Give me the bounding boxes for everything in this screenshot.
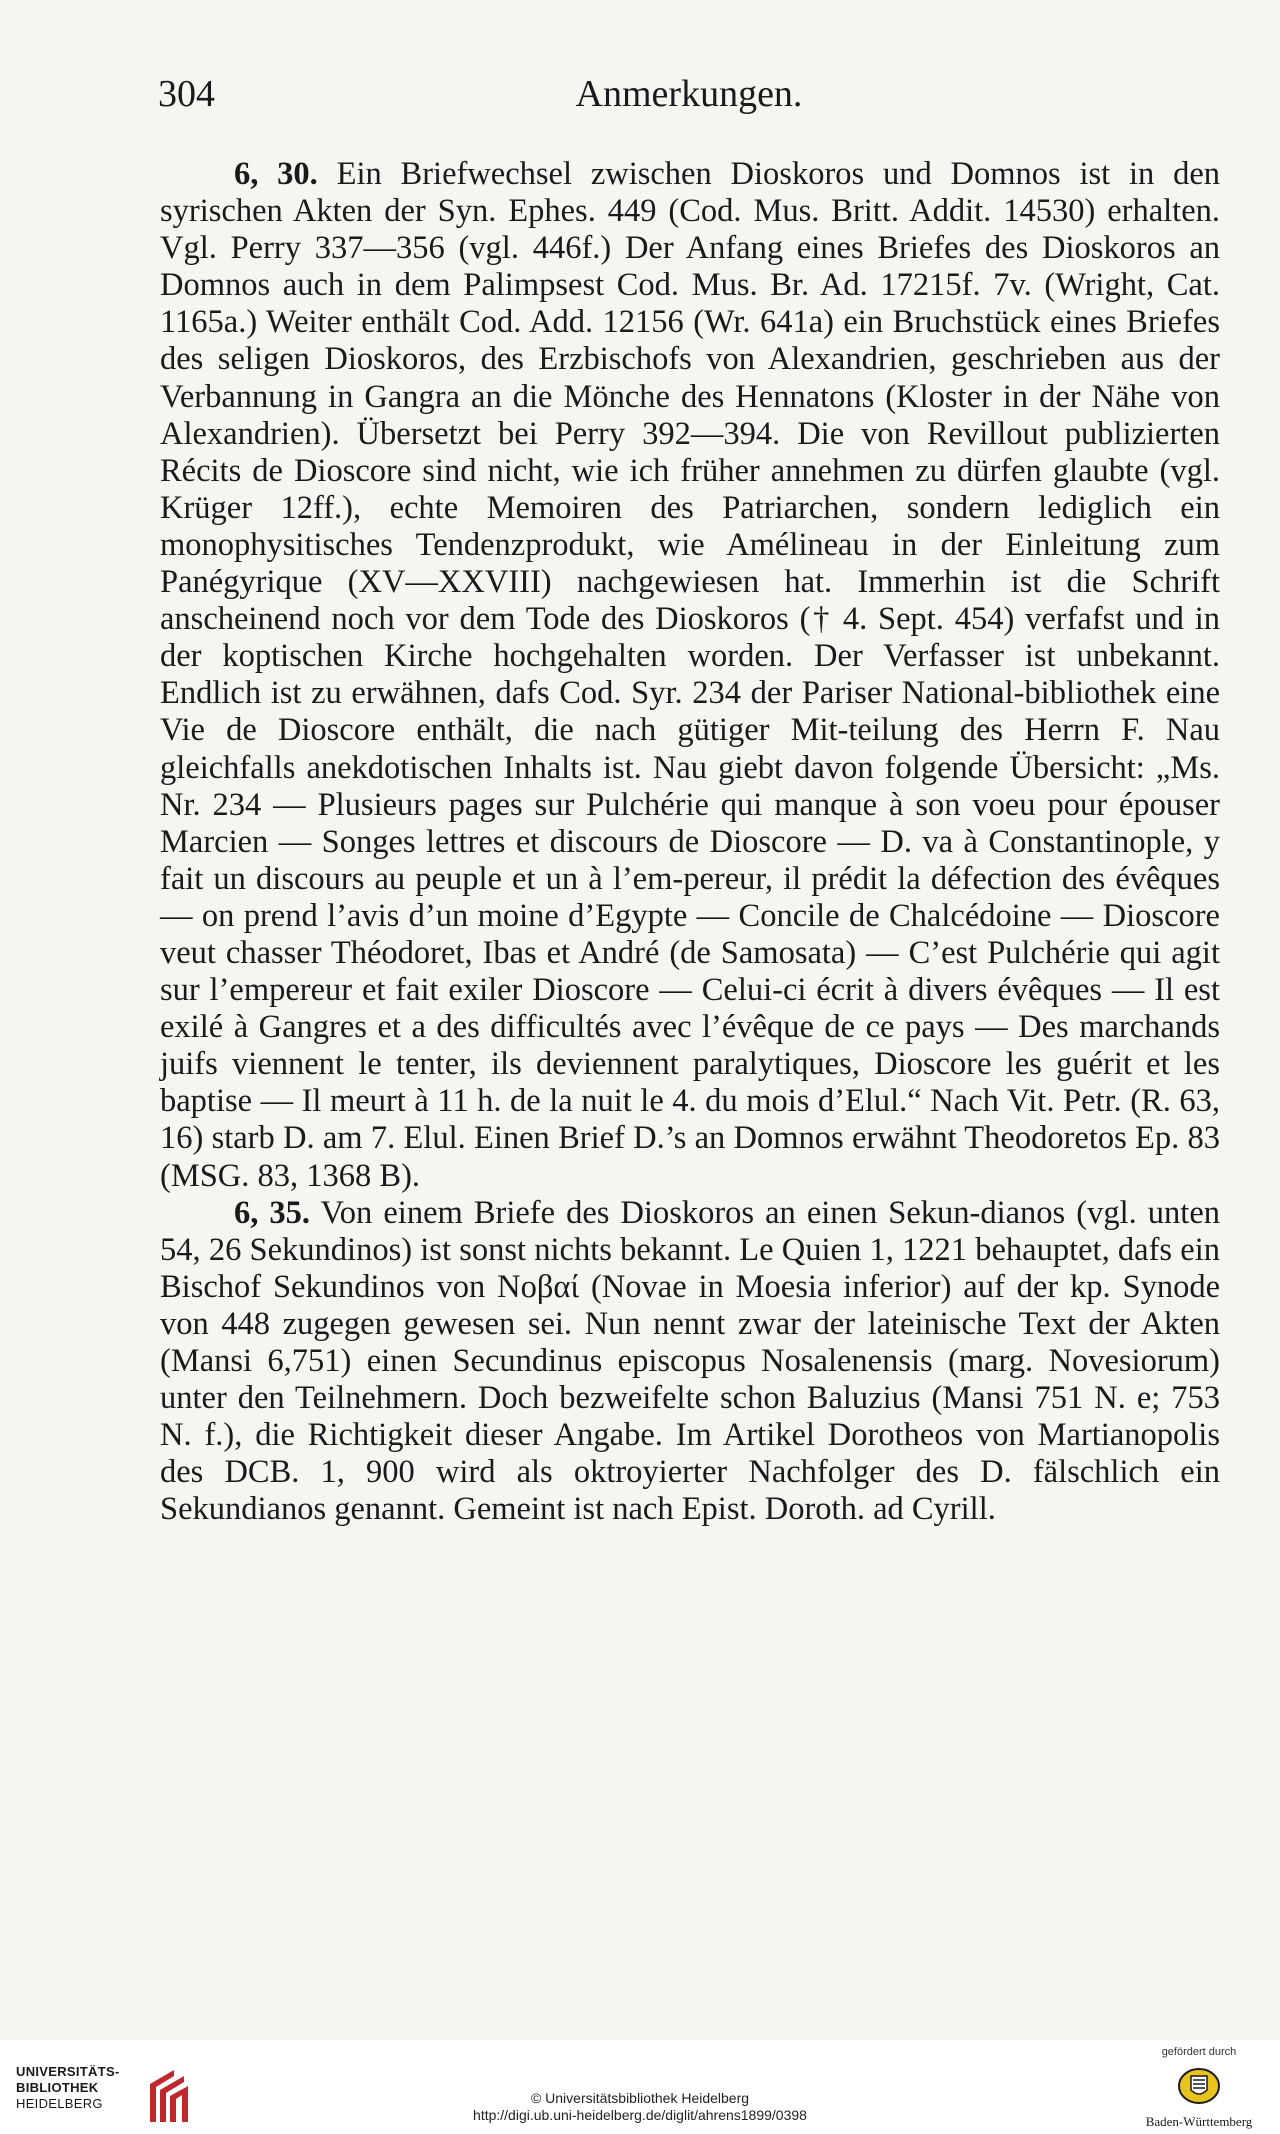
note-paragraph-6-30 [160, 156, 1220, 1195]
sponsor-name: Baden-Württemberg [1145, 2114, 1253, 2129]
viewer-footer [0, 2040, 1280, 2134]
copyright-text: © Universitätsbibliothek Heidelberg [530, 2090, 750, 2106]
permalink[interactable]: http://digi.ub.uni-heidelberg.de/diglit/ahrens1899/0398 [473, 2107, 807, 2123]
note-text: Von einem Briefe des Dioskoros an einen Sekun-dianos (vgl. unten 54, 26 Sekundinos) ist sonst nichts bekannt. Le Quien 1, 1221 behauptet, dafs ein Bischof Sekundinos von Νοβαί (Novae in Moesia inferior) auf der kp. Synode von 448 zugegen gewesen sei. Nun nennt zwar der lateinische Text der Akten (Mansi 6,751) einen Secundinus episcopus Nosalenensis (marg. Novesiorum) unter den Teilnehmern. Doch bezweifelte schon Baluzius (Mansi 751 N. e; 753 N. f.), die Richtigkeit dieser Angabe. Im Artikel Dorotheos von Martianopolis des DCB. 1, 900 wird als oktroyierter Nachfolger des D. fälschlich ein Sekundianos genannt. Gemeint ist nach Epist. Doroth. ad Cyrill. [160, 1194, 1220, 1528]
university-library-logo[interactable] [16, 2064, 186, 2124]
library-name: UNIVERSITÄTS- BIBLIOTHEK HEIDELBERG [16, 2064, 120, 2111]
note-paragraph-6-35 [160, 1195, 1220, 1529]
note-reference: 6, 30. [234, 156, 318, 192]
running-head: Anmerkungen. [575, 73, 803, 115]
coat-of-arms-icon [1177, 2066, 1221, 2106]
sponsor-logo[interactable] [1134, 2046, 1264, 2130]
note-reference: 6, 35. [234, 1194, 311, 1231]
library-mark-icon [144, 2066, 190, 2126]
main-text [160, 156, 1220, 1528]
page-number: 304 [158, 73, 215, 115]
copyright-notice [340, 2090, 940, 2124]
sponsor-label: gefördert durch [1161, 2046, 1237, 2058]
page-header [158, 72, 1220, 122]
note-text: Ein Briefwechsel zwischen Dioskoros und Domnos ist in den syrischen Akten der Syn. Ephes. 449 (Cod. Mus. Britt. Addit. 14530) erhalten. Vgl. Perry 337—356 (vgl. 446f.) Der Anfang eines Briefes des Dioskoros an Domnos auch in dem Palimpsest Cod. Mus. Br. Ad. 17215f. 7v. (Wright, Cat. 1165a.) Weiter enthält Cod. Add. 12156 (Wr. 641a) ein Bruchstück eines Briefes des seligen Dioskoros, des Erzbischofs von Alexandrien, geschrieben aus der Verbannung in Gangra an die Mönche des Hennatons (Kloster in der Nähe von Alexandrien). Übersetzt bei Perry 392—394. Die von Revillout publizierten Récits de Dioscore sind nicht, wie ich früher annehmen zu dürfen glaubte (vgl. Krüger 12ff.), echte Memoiren des Patriarchen, sondern lediglich ein monophysitisches Tendenzprodukt, wie Amélineau in der Einleitung zum Panégyrique (XV—XXVIII) nachgewiesen hat. Immerhin ist die Schrift anscheinend noch vor dem Tode des Dioskoros († 4. Sept. 454) verfafst und in der koptischen Kirche hochgehalten worden. Der Verfasser ist unbekannt. Endlich ist zu erwähnen, dafs Cod. Syr. 234 der Pariser National-bibliothek eine Vie de Dioscore enthält, die nach gütiger Mit-teilung des Herrn F. Nau gleichfalls anekdotischen Inhalts ist. Nau giebt davon folgende Übersicht: „Ms. Nr. 234 — Plusieurs pages sur Pulchérie qui manque à son voeu pour épouser Marcien — Songes lettres et discours de Dioscore — D. va à Constantinople, y fait un discours au peuple et un à l’em-pereur, il prédit la défection des évêques — on prend l’avis d’un moine d’Egypte — Concile de Chalcédoine — Dioscore veut chasser Théodoret, Ibas et André (de Samosata) — C’est Pulchérie qui agit sur l’empereur et fait exiler Dioscore — Celui-ci écrit à divers évêques — Il est exilé à Gangres et a des difficultés avec l’évêque de ce pays — Des marchands juifs viennent le tenter, ils deviennent paralytiques, Dioscore les guérit et les baptise — Il meurt à 11 h. de la nuit le 4. du mois d’Elul.“ Nach Vit. Petr. (R. 63, 16) starb D. am 7. Elul. Einen Brief D.’s an Domnos erwähnt Theodoretos Ep. 83 (MSG. 83, 1368 B). [160, 156, 1221, 1194]
